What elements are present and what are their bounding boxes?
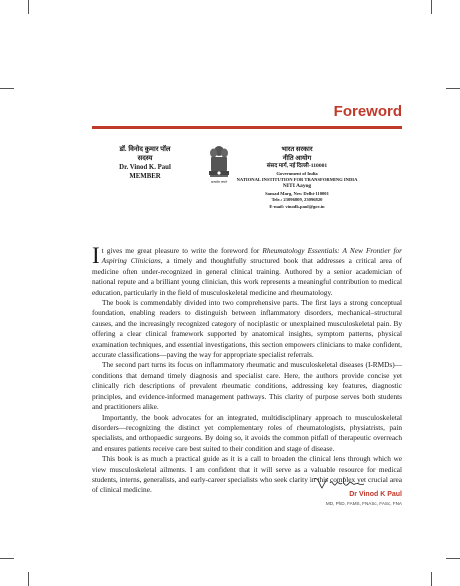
paragraph-4: Importantly, the book advocates for an integrated, multidisciplinary approach to musculoskeletal disorders—recognizing the distinct yet complementary roles of rheumatologists, physiatrists, pain specialists, and orthopaedic surgeons. By doing so, it avoids the common pitfall of therapeutic overreach and ensures patients receive care best suited to their condition and stage of disease. bbox=[92, 412, 402, 453]
crop-mark bbox=[0, 558, 14, 559]
dropcap: I bbox=[92, 243, 100, 268]
institution-name: NATIONAL INSTITUTION FOR TRANSFORMING INDIA bbox=[236, 176, 358, 182]
paragraph-5: This book is as much a practical guide as it is a call to broaden the clinical lens through which we view musculoskeletal ailments. I am confident that it will serve as a valuable resource for medical students, interns, generalists, and early-career specialists who seek clarity in this complex yet crucial area of clinical medicine. bbox=[92, 454, 402, 495]
crop-mark bbox=[446, 558, 460, 559]
crop-mark bbox=[28, 0, 29, 14]
crop-mark bbox=[431, 572, 432, 586]
book-title: Rheumatology Essentials: A New Frontier for Aspiring Clinicians bbox=[101, 246, 402, 266]
govt-hindi: भारत सरकार bbox=[281, 146, 313, 153]
emblem-caption: सत्यमेव जयते bbox=[211, 180, 227, 184]
paragraph-1-rest: , a timely and thoughtfully structured book that addresses a critical area of medicine often under-recognized in general clinical training. Authored by a senior academician of national repute and a brilliant young clinician, this work represents a meaningful contribution to medical education, particularly in the field of musculoskeletal medicine and rheumatology. bbox=[92, 256, 403, 297]
govt-english: Government of India bbox=[276, 170, 318, 176]
member-name: Dr. Vinod K. Paul bbox=[119, 164, 171, 171]
page-title: Foreword bbox=[333, 103, 402, 120]
signatory-qualifications: MD, PhD, FAMS, FNASc, FASc, FNA bbox=[325, 501, 402, 506]
member-name-hindi: डॉ. विनोद कुमार पॉल bbox=[119, 146, 171, 153]
letterhead-right bbox=[236, 145, 358, 210]
crop-mark bbox=[0, 88, 14, 89]
signatory-name: Dr Vinod K Paul bbox=[349, 491, 402, 498]
address-english: Sansad Marg, New Delhi-110001 bbox=[265, 190, 329, 196]
paragraph-2: The book is commendably divided into two comprehensive parts. The first lays a strong conceptual foundation, enabling readers to distinguish between inflammatory disorders, mechanical–structural causes, and the increasingly recognized category of nociplastic or unexplained musculoskeletal pain. By offering a clear clinical framework supported by anatomical insights, symptom patterns, physical examination techniques, and essential investigations, this section empowers clinicians to make confident, accurate classifications—paving the way for appropriate specialist referrals. bbox=[92, 298, 402, 360]
telephone: Tele.: 23096809, 23096820 bbox=[271, 197, 323, 203]
paragraph-1 bbox=[92, 243, 403, 298]
foreword-body bbox=[92, 243, 403, 496]
national-emblem-icon bbox=[207, 144, 231, 188]
crop-mark bbox=[431, 0, 432, 14]
crop-mark bbox=[446, 88, 460, 89]
letterhead-left bbox=[100, 145, 190, 181]
paragraph-1-intro: t gives me great pleasure to write the foreword for bbox=[101, 246, 263, 255]
niti-hindi: नीति आयोग bbox=[282, 155, 312, 162]
paragraph-3: The second part turns its focus on inflammatory rheumatic and musculoskeletal diseases (I-RMDs)—conditions that demand timely diagnosis and specialist care. Here, the authors provide concise yet clinically rich descriptions of prevalent rheumatic conditions, addressing key features, diagnostic principles, and evidence-informed management pathways. This clarity of purpose serves both students and practitioners alike. bbox=[92, 360, 402, 412]
address-hindi: संसद मार्ग, नई दिल्ली-110001 bbox=[266, 163, 328, 169]
niti-english: NITI Aayog bbox=[282, 183, 312, 190]
title-rule bbox=[92, 126, 402, 129]
member-role: MEMBER bbox=[129, 173, 161, 180]
member-role-hindi: सदस्य bbox=[137, 155, 153, 162]
email: E-mail: vinodk.paul@gov.in bbox=[269, 203, 325, 209]
crop-mark bbox=[28, 572, 29, 586]
handwritten-signature bbox=[312, 474, 366, 492]
